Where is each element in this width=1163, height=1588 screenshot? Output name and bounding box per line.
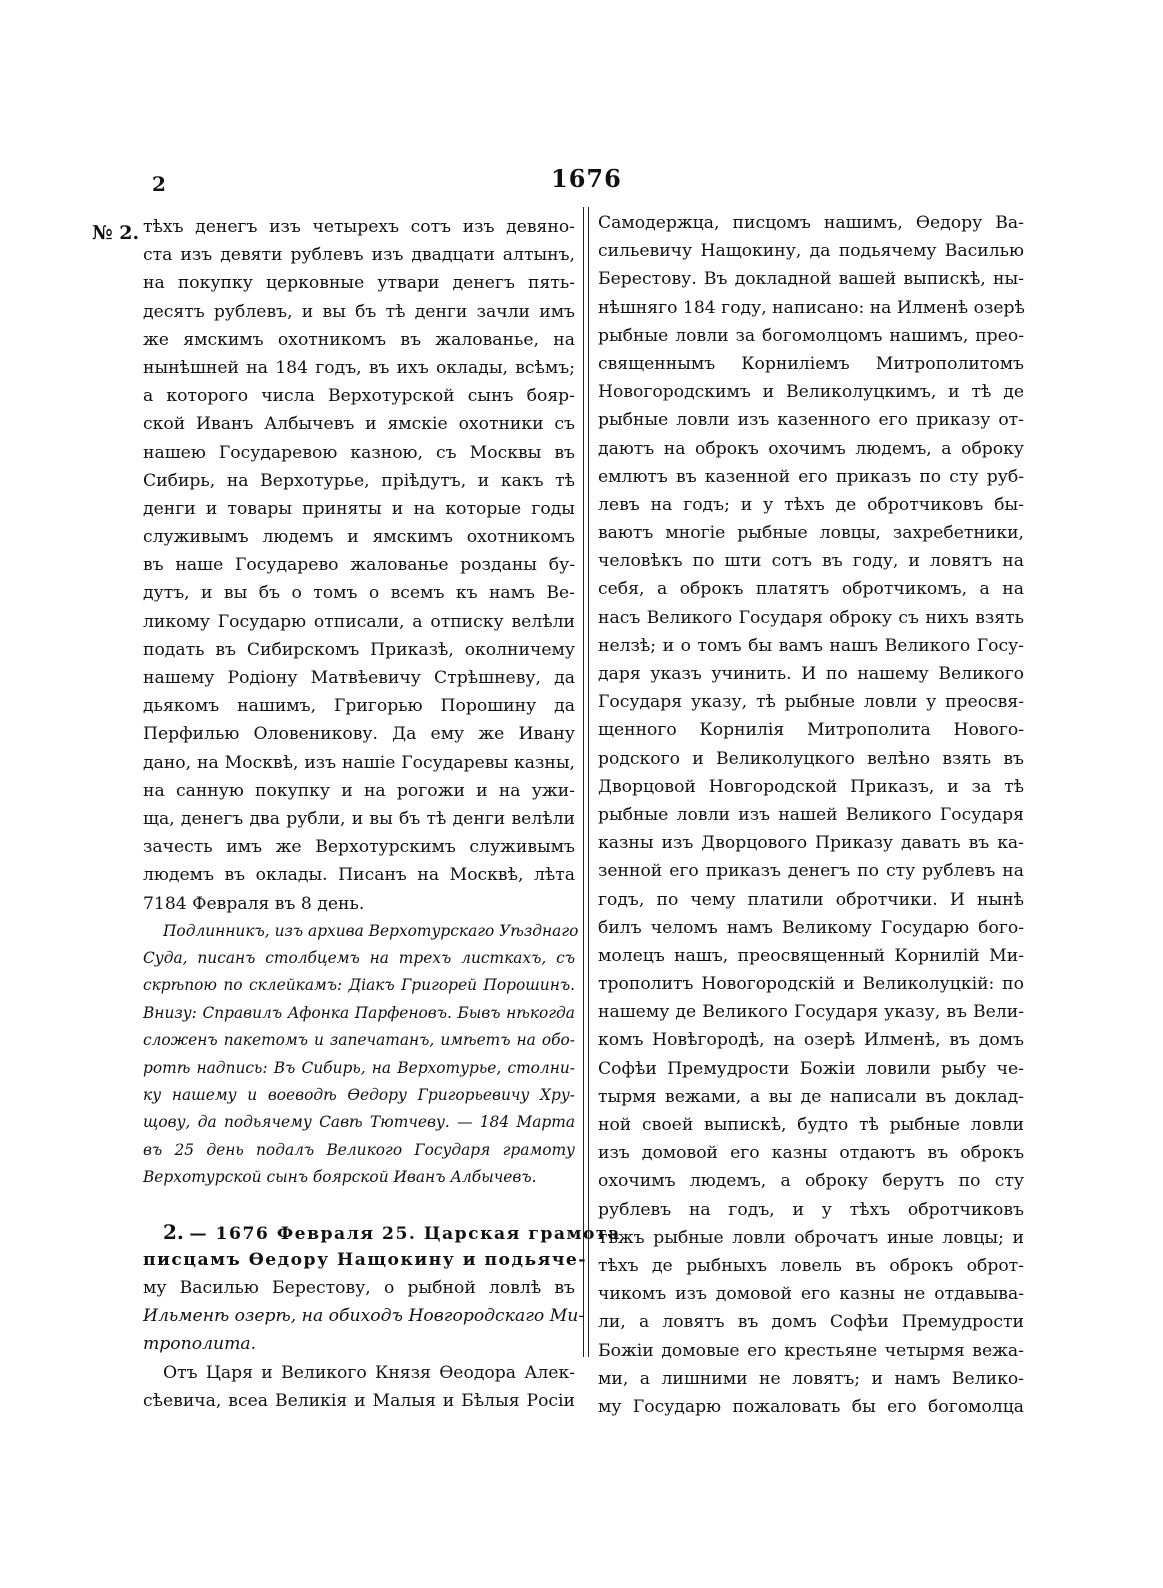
- document-1-text: [143, 213, 575, 918]
- text-line: Дворцовой Новгородской Приказъ, и за тѣ: [598, 776, 1024, 797]
- text-line: му Государю пожаловать бы его богомолца: [598, 1396, 1024, 1417]
- text-line: левъ на годъ; и у тѣхъ де обротчиковъ бы-: [598, 494, 1024, 515]
- note-line: сложенъ пакетомъ и запечатанъ, имѣетъ на обо-: [143, 1031, 575, 1050]
- text-line: Самодержца, писцомъ нашимъ, Ѳедору Ва-: [598, 213, 1024, 233]
- text-line: Новогородскимъ и Великолуцкимъ, и тѣ де: [598, 382, 1024, 403]
- source-note: [143, 918, 579, 1192]
- text-line: чикомъ изъ домовой его казны не отдавыва-: [598, 1284, 1024, 1305]
- left-column: [143, 213, 621, 1415]
- text-line: годъ, по чему платили обротчики. И нынѣ: [598, 889, 1024, 910]
- text-line: Сибирь, на Верхотурье, пріѣдутъ, и какъ тѣ: [143, 470, 575, 491]
- text-line: изъ домовой его казны отдаютъ въ оброкъ: [598, 1143, 1024, 1164]
- text-line: ли, а ловятъ въ домъ Софѣи Премудрости: [598, 1312, 1024, 1333]
- text-line: даря указъ учинить. И по нашему Великого: [598, 664, 1024, 684]
- text-line: 7184 Февраля въ 8 день.: [143, 893, 365, 914]
- text-line: въ наше Государево жалованье розданы бу-: [143, 555, 575, 576]
- text-line: человѣкъ по шти сотъ въ году, и ловятъ на: [598, 551, 1024, 572]
- text-line: щенного Корнилія Митрополита Новогo-: [598, 720, 1024, 741]
- note-line: ку нашему и воеводѣ Ѳедору Григорьевичу Хру-: [143, 1086, 575, 1105]
- note-line: въ 25 день подалъ Великого Государя грамоту: [143, 1140, 575, 1159]
- text-line: нашему Родіону Матвѣевичу Стрѣшневу, да: [143, 668, 575, 688]
- text-line: комъ Новѣгородѣ, на озерѣ Илменѣ, въ домъ: [598, 1030, 1024, 1051]
- text-line: себя, а оброкъ платятъ обротчикомъ, а на: [598, 579, 1024, 600]
- text-line: зенной его приказъ денегъ по сту рублевъ на: [598, 861, 1024, 882]
- note-line: Подлинникъ, изъ архива Верхотурскаго Уѣзднаго: [163, 921, 579, 940]
- text-line: Божіи домовые его крестьяне четырмя вежа-: [598, 1340, 1024, 1361]
- text-line: рыбные ловли изъ нашей Великого Государя: [598, 804, 1024, 825]
- text-line: подать въ Сибирскомъ Приказѣ, околничему: [143, 639, 575, 660]
- text-line: десятъ рублевъ, и вы бъ тѣ денги зачли имъ: [143, 301, 575, 322]
- text-line: тырмя вежами, а вы де написали въ доклад-: [598, 1086, 1024, 1107]
- text-line: ста изъ девяти рублевъ изъ двадцати алтынъ,: [143, 245, 575, 266]
- note-line: скрѣпою по склейкамъ: Діакъ Григорей Порошинъ.: [143, 976, 575, 995]
- text-line: людемъ въ оклады. Писанъ на Москвѣ, лѣта: [143, 865, 575, 886]
- note-line: Внизу: Справилъ Афонка Парфеновъ. Бывъ нѣкогда: [143, 1003, 575, 1022]
- text-line: Берестову. Въ докладной вашей выпискѣ, ны-: [598, 269, 1024, 290]
- text-line: тѣжъ рыбные ловли оброчатъ иные ловцы; и: [598, 1227, 1024, 1248]
- text-line: охочимъ людемъ, а оброку берутъ по сту: [598, 1171, 1024, 1192]
- text-line: на покупку церковные утвари денегъ пять-: [143, 273, 575, 294]
- text-line: нынѣшней на 184 годъ, въ ихъ оклады, всѣмъ;: [143, 357, 575, 378]
- text-line: ской Иванъ Албычевъ и ямскіе охотники съ: [143, 414, 575, 435]
- text-line: же ямскимъ охотникомъ въ жалованье, на: [143, 329, 575, 350]
- text-line: Перфилью Оловеникову. Да ему же Ивану: [143, 724, 575, 745]
- text-line: тѣхъ де рыбныхъ ловель въ оброкъ оброт-: [598, 1255, 1024, 1276]
- text-line: сѣевича, всеа Великія и Малыя и Бѣлыя Росіи: [143, 1390, 575, 1411]
- entry-title-start: — 1676 Февраля 25. Царская грамота: [189, 1223, 621, 1244]
- text-line: казны изъ Дворцового Приказу давать въ ка-: [598, 833, 1024, 854]
- text-line: нелзѣ; и о томъ бы вамъ нашъ Великого Госу-: [598, 635, 1024, 656]
- entry-heading-line: [143, 1218, 621, 1246]
- text-line: емлютъ въ казенной его приказъ по сту руб-: [598, 466, 1024, 487]
- note-line: ротѣ надпись: Въ Сибирь, на Верхотурье, столни-: [143, 1058, 575, 1077]
- text-line: сильевичу Нащокину, да подьячему Василью: [598, 241, 1024, 262]
- text-line: нашему де Великого Государя указу, въ Вели-: [598, 1002, 1024, 1023]
- right-column: [598, 209, 1024, 1421]
- entry-heading-line: му Василью Берестову, о рыбной ловлѣ въ: [143, 1277, 575, 1298]
- note-line: щову, да подьячему Савѣ Тютчеву. — 184 Марта: [143, 1113, 575, 1132]
- text-line: билъ челомъ намъ Великому Государю бого-: [598, 917, 1024, 938]
- text-line: Отъ Царя и Великого Князя Ѳеодора Алек-: [163, 1362, 575, 1383]
- text-line: ваютъ многіе рыбные ловцы, захребетники,: [598, 523, 1024, 544]
- text-line: на санную покупку и на рогожи и на ужи-: [143, 780, 575, 801]
- note-line: Суда, писанъ столбцемъ на трехъ листкахъ, съ: [143, 949, 575, 968]
- text-line: священнымъ Корниліемъ Митрополитомъ: [598, 353, 1024, 374]
- entry-heading-line: Ильменѣ озерѣ, на обиходъ Новгородскаго Ми-: [143, 1306, 585, 1327]
- text-line: рыбные ловли за богомолцомъ нашимъ, прео-: [598, 325, 1024, 346]
- text-line: дьякомъ нашимъ, Григорью Порошину да: [143, 696, 575, 717]
- entry-heading-line: писцамъ Ѳедору Нащокину и подьяче-: [143, 1249, 587, 1270]
- text-line: ной своей выпискѣ, будто тѣ рыбные ловли: [598, 1115, 1024, 1135]
- text-line: насъ Великого Государя оброку съ нихъ взять: [598, 607, 1024, 628]
- column-divider: [583, 207, 589, 1357]
- text-line: родского и Великолуцкого велѣно взять въ: [598, 748, 1024, 769]
- entry-heading: [143, 1218, 621, 1359]
- text-line: рыбные ловли изъ казенного его приказу от-: [598, 410, 1024, 431]
- text-line: зачесть имъ же Верхотурскимъ служивымъ: [143, 837, 575, 858]
- text-line: ликому Государю отписали, а отписку велѣли: [143, 611, 575, 632]
- document-number-marker: № 2.: [92, 222, 140, 244]
- text-line: дутъ, и вы бъ о томъ о всемъ къ намъ Ве-: [143, 583, 575, 604]
- text-line: рублевъ на годъ, и у тѣхъ обротчиковъ: [598, 1199, 1024, 1220]
- text-line: трополитъ Новогородскій и Великолуцкій: по: [598, 974, 1024, 995]
- text-line: ща, денегъ два рубли, и вы бъ тѣ денги велѣли: [143, 808, 575, 829]
- text-line: Государя указу, тѣ рыбные ловли у преосвя-: [598, 692, 1024, 713]
- note-line: Верхотурской сынъ боярской Иванъ Албычевъ.: [143, 1168, 537, 1187]
- text-line: молецъ нашъ, преосвященный Корнилій Ми-: [598, 945, 1024, 966]
- entry-heading-line: трополита.: [143, 1334, 257, 1355]
- text-line: Софѣи Премудрости Божіи ловили рыбу че-: [598, 1058, 1024, 1079]
- text-line: нашею Государевою казною, съ Москвы въ: [143, 442, 575, 463]
- entry-number: 2.: [163, 1219, 184, 1244]
- text-line: даютъ на оброкъ охочимъ людемъ, а оброку: [598, 438, 1024, 459]
- text-line: нѣшняго 184 году, написано: на Илменѣ озерѣ: [598, 297, 1025, 318]
- text-line: денги и товары приняты и на которые годы: [143, 498, 575, 519]
- running-head-year: 1676: [551, 164, 622, 193]
- text-line: дано, на Москвѣ, изъ нашіе Государевы казны,: [143, 752, 575, 773]
- page-number: 2: [152, 172, 166, 196]
- text-line: а которого числа Верхотурской сынъ бояр-: [143, 386, 575, 407]
- text-line: тѣхъ денегъ изъ четырехъ сотъ изъ девяно-: [143, 217, 575, 237]
- document-2-text-start: [143, 1359, 575, 1415]
- text-line: служивымъ людемъ и ямскимъ охотникомъ: [143, 527, 575, 548]
- text-line: ми, а лишними не ловятъ; и намъ Велико-: [598, 1368, 1024, 1389]
